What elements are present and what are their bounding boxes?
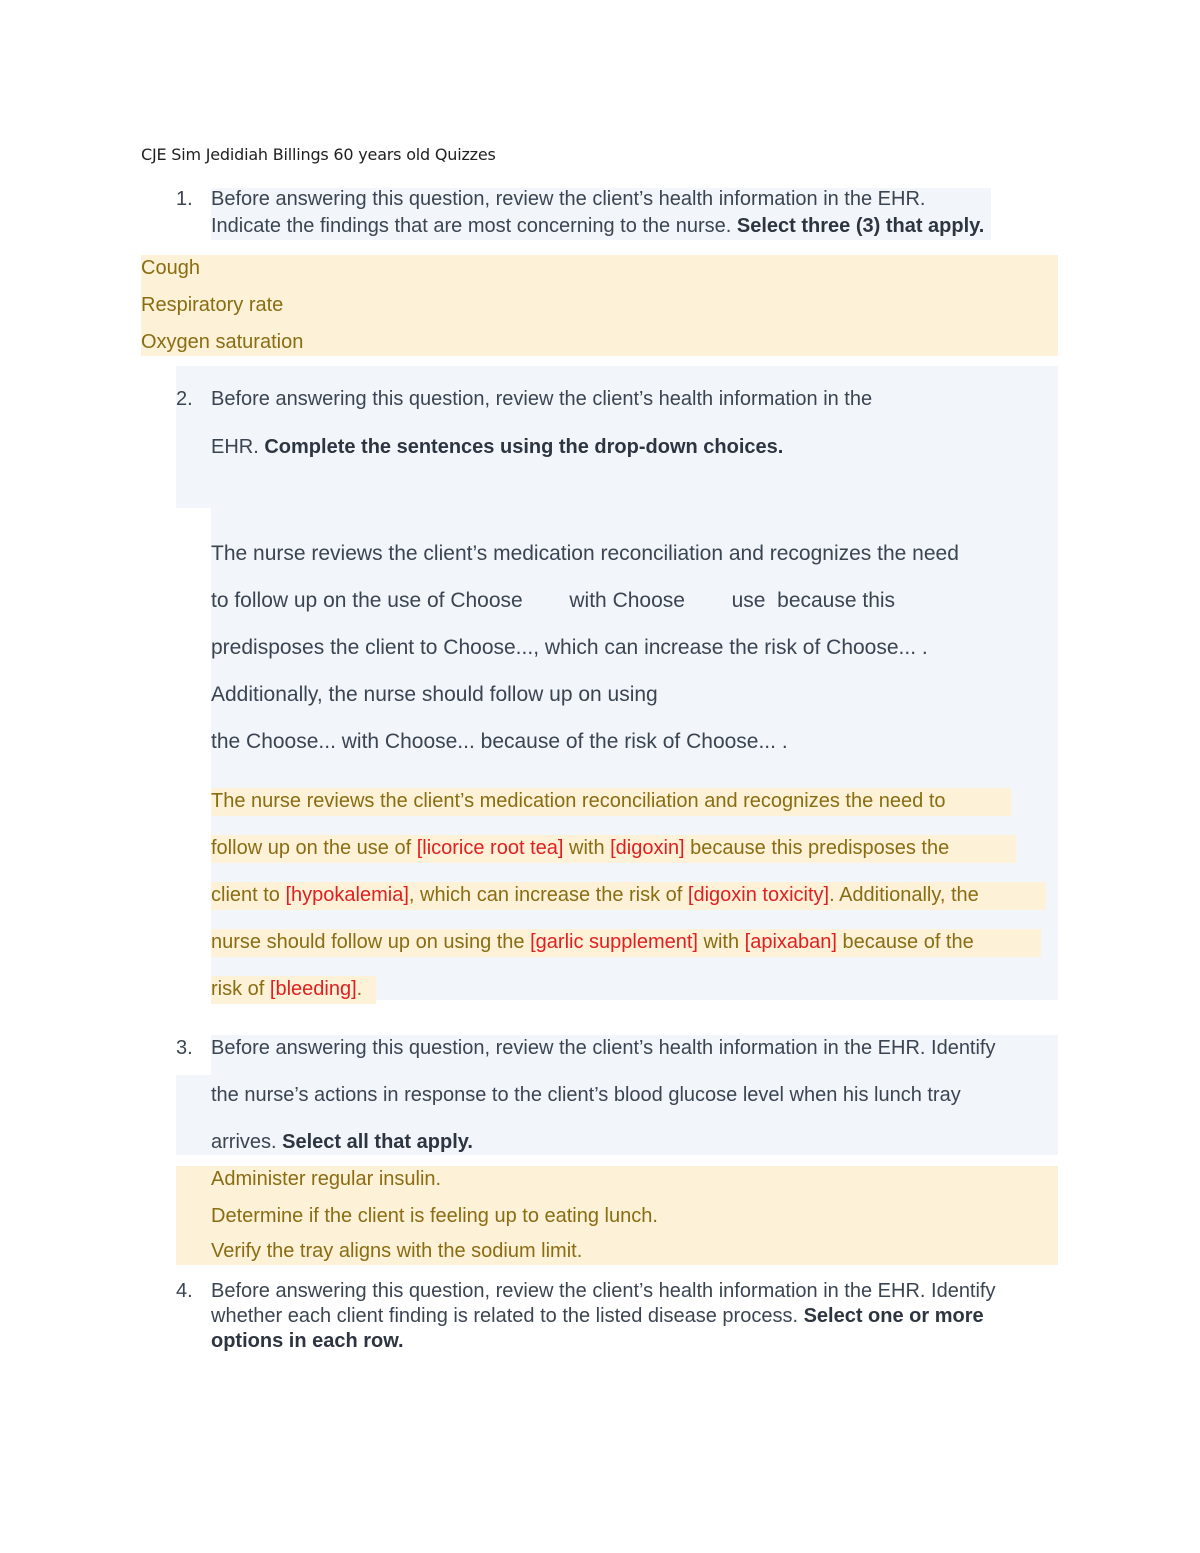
- document-title: CJE Sim Jedidiah Billings 60 years old Quizzes: [141, 145, 496, 164]
- answer-choice-licorice: [licorice root tea]: [416, 837, 564, 859]
- answer-choice-digoxin: [digoxin]: [610, 837, 685, 859]
- question-4-line-3: [211, 1330, 404, 1353]
- question-2-line-2-text: EHR.: [211, 436, 259, 458]
- question-2-prompt-line-2-text: to follow up on the use of Choose with Choose use because this: [211, 589, 896, 612]
- question-2-prompt-line-5: the Choose... with Choose... because of the risk of Choose... .: [211, 730, 788, 753]
- question-2-prompt-line-1: The nurse reviews the client’s medication reconciliation and recognizes the need: [211, 542, 959, 565]
- answer-choice-digoxin-toxicity: [digoxin toxicity]: [687, 884, 830, 906]
- question-3-line-2: the nurse’s actions in response to the client’s blood glucose level when his lunch tray: [211, 1084, 961, 1106]
- answer-choice-hypokalemia: [hypokalemia]: [285, 884, 409, 906]
- question-2-prompt-line-4: Additionally, the nurse should follow up on using: [211, 683, 658, 706]
- question-3-answer-3: Verify the tray aligns with the sodium limit.: [211, 1240, 583, 1262]
- question-2-answer-line-1: The nurse reviews the client’s medication reconciliation and recognizes the need to: [211, 790, 946, 812]
- question-2-prompt-line-3: predisposes the client to Choose..., which can increase the risk of Choose... .: [211, 636, 928, 659]
- answer-text: with: [563, 837, 611, 859]
- question-1-number: 1.: [176, 188, 193, 210]
- question-1-line-2: [211, 215, 984, 238]
- answer-text: . Additionally, the: [829, 884, 979, 906]
- question-1-line-1: Before answering this question, review the client’s health information in the EHR.: [211, 188, 926, 210]
- answer-text: with: [697, 931, 745, 953]
- question-1-answer-3: Oxygen saturation: [141, 331, 304, 353]
- answer-text: because this predisposes the: [684, 837, 950, 859]
- answer-choice-apixaban: [apixaban]: [744, 931, 837, 953]
- answer-text: risk of: [211, 978, 270, 1000]
- answer-text: nurse should follow up on using the: [211, 931, 531, 953]
- answer-choice-garlic: [garlic supplement]: [530, 931, 698, 953]
- question-3-instruction: Select all that apply.: [282, 1131, 473, 1153]
- question-3-line-3-text: arrives.: [211, 1131, 277, 1153]
- question-3-answer-1: Administer regular insulin.: [211, 1168, 442, 1190]
- question-4-line-2-text: whether each client finding is related to the listed disease process.: [211, 1305, 799, 1327]
- question-2-number: 2.: [176, 388, 193, 410]
- question-4-instruction-a: Select one or more: [803, 1305, 984, 1327]
- answer-choice-bleeding: [bleeding]: [269, 978, 357, 1000]
- answer-text: , which can increase the risk of: [408, 884, 688, 906]
- question-2-answer-line-2: [211, 837, 949, 860]
- answer-text: because of the: [836, 931, 974, 953]
- question-3-number: 3.: [176, 1037, 193, 1059]
- question-1-line-2-text: Indicate the findings that are most concerning to the nurse.: [211, 215, 732, 237]
- question-2-answer-line-3: [211, 884, 979, 907]
- question-2-instruction: Complete the sentences using the drop-down choices.: [264, 436, 784, 458]
- question-2-line-2: [211, 436, 783, 459]
- answer-text: client to: [211, 884, 286, 906]
- question-3-line-3: [211, 1131, 473, 1154]
- question-4-number: 4.: [176, 1280, 193, 1302]
- question-2-line-1: Before answering this question, review the client’s health information in the: [211, 388, 873, 410]
- question-4-instruction-b: options in each row.: [211, 1330, 404, 1352]
- question-1-answer-2: Respiratory rate: [141, 294, 284, 316]
- question-4-line-1: Before answering this question, review the client’s health information in the EHR. Identify: [211, 1280, 996, 1302]
- question-3-line-1: Before answering this question, review the client’s health information in the EHR. Identify: [211, 1037, 996, 1059]
- question-1-answer-1: Cough: [141, 257, 200, 279]
- answer-text: .: [356, 978, 363, 1000]
- question-2-prompt-line-2: [211, 589, 895, 613]
- question-2-body-shade: [211, 508, 1058, 1000]
- question-2-answer-line-5: [211, 978, 362, 1001]
- answer-text: follow up on the use of: [211, 837, 417, 859]
- question-2-answer-line-4: [211, 931, 974, 954]
- question-1-instruction: Select three (3) that apply.: [736, 215, 985, 237]
- question-4-line-2: [211, 1305, 984, 1328]
- question-3-answer-2: Determine if the client is feeling up to eating lunch.: [211, 1205, 658, 1227]
